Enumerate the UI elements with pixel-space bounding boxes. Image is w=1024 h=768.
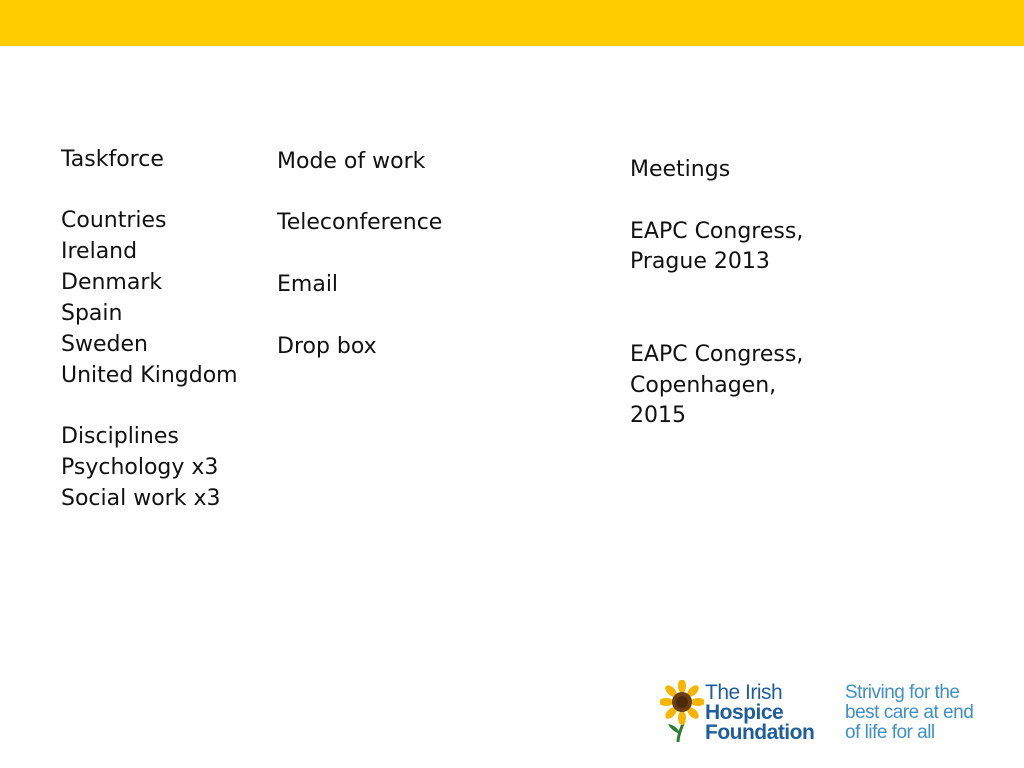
mode-item: Email (277, 272, 339, 297)
hospice-foundation-logo (660, 680, 1000, 748)
meeting-line: Prague 2013 (630, 249, 770, 274)
meeting-line: EAPC Congress, (630, 342, 804, 367)
meeting-line: 2015 (630, 403, 686, 428)
logo-name-line: The Irish (705, 681, 783, 704)
logo-name (705, 683, 814, 743)
country-item: Spain (61, 301, 123, 326)
logo-tagline (845, 683, 973, 743)
logo-name-line: Foundation (705, 721, 815, 744)
country-item: United Kingdom (61, 363, 238, 388)
meeting-line: EAPC Congress, (630, 219, 804, 244)
logo-name-line: Hospice (705, 701, 784, 724)
country-item: Sweden (61, 332, 148, 357)
mode-of-work-heading: Mode of work (277, 149, 426, 174)
country-item: Ireland (61, 239, 138, 264)
logo-tagline-line: best care at end (845, 702, 974, 723)
logo-tagline-line: Striving for the (845, 682, 960, 703)
country-item: Denmark (61, 270, 163, 295)
sunflower-icon (660, 680, 704, 744)
mode-item: Teleconference (277, 210, 443, 235)
meetings-heading: Meetings (630, 157, 731, 182)
mode-item: Drop box (277, 334, 377, 359)
logo-tagline-line: of life for all (845, 722, 935, 743)
meeting-line: Copenhagen, (630, 373, 777, 398)
discipline-item: Psychology x3 (61, 455, 219, 480)
disciplines-heading: Disciplines (61, 424, 179, 449)
countries-heading: Countries (61, 208, 167, 233)
discipline-item: Social work x3 (61, 486, 221, 511)
top-band (0, 0, 1024, 46)
taskforce-heading: Taskforce (61, 147, 164, 172)
